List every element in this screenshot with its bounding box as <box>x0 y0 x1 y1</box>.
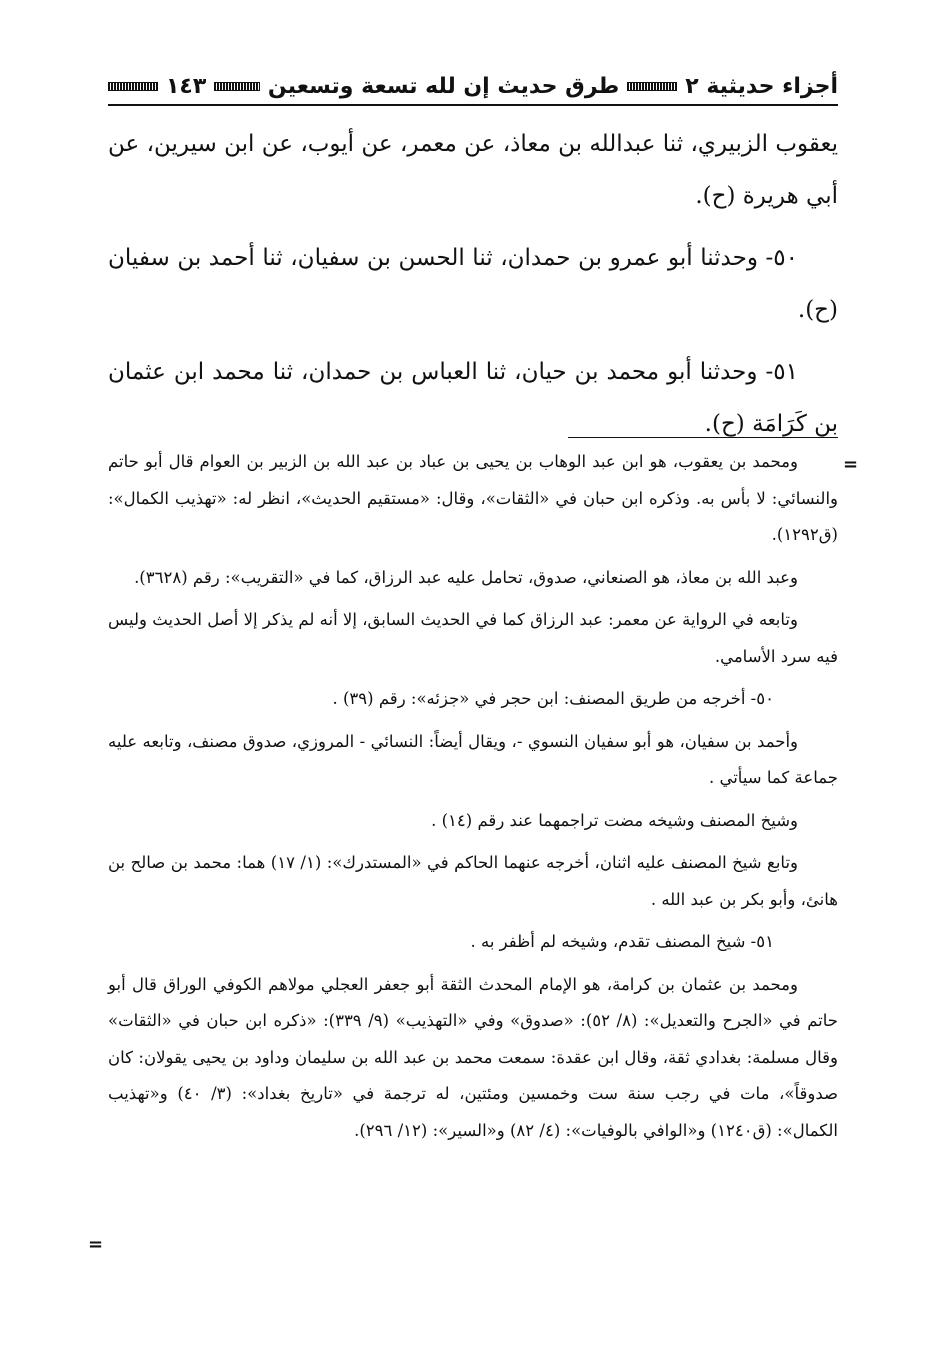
book-title: طرق حديث إن لله تسعة وتسعين <box>267 73 620 99</box>
main-text <box>108 118 838 460</box>
continuation-mark: = <box>843 454 859 475</box>
footnote-paragraph: ومحمد بن يعقوب، هو ابن عبد الوهاب بن يحيى بن عباد بن عبد الله بن الزبير بن العوام قال أبو حاتم والنسائي: لا بأس به. وذكره ابن حبان في «الثقات»، وقال: «مستقيم الحديث»، انظر له: «تهذيب الكمال»: (ق١٢٩٢). <box>108 452 838 544</box>
footnote-paragraph: ومحمد بن عثمان بن كرامة، هو الإمام المحدث الثقة أبو جعفر العجلي مولاهم الكوفي الوراق قال أبو حاتم في «الجرح والتعديل»: (٨/ ٥٢): «صدوق» وفي «التهذيب» (٩/ ٣٣٩): «ذكره ابن حبان في «الثقات» وقال مسلمة: بغدادي ثقة، وقال ابن عقدة: سمعت محمد بن عبد الله بن سليمان وداود بن يحيى يقولان: كان صدوقاً»، مات في رجب سنة ست وخمسين ومئتين، له ترجمة في «تاريخ بغداد»: (٣/ ٤٠) و«تهذيب الكمال»: (ق١٢٤٠) و«الوافي بالوفيات»: (٤/ ٨٢) و«السير»: (١٢/ ٢٩٦). <box>108 974 839 1140</box>
header-rule <box>214 82 260 91</box>
header-underline <box>108 104 838 106</box>
footnote-paragraph: وتابعه في الرواية عن معمر: عبد الرزاق كما في الحديث السابق، إلا أنه لم يذكر إلا أصل الحديث وليس فيه سرد الأسامي. <box>108 610 838 666</box>
page-number: ١٤٣ <box>166 73 207 99</box>
header-rule <box>627 82 677 91</box>
footnote-paragraph: ٥٠- أخرجه من طريق المصنف: ابن حجر في «جزئه»: رقم (٣٩) . <box>332 689 774 708</box>
footnotes <box>108 444 838 1155</box>
main-paragraph: ٥١- وحدثنا أبو محمد بن حيان، ثنا العباس بن حمدان، ثنا محمد ابن عثمان بن كَرَامَة (ح). <box>108 359 838 437</box>
footnote-paragraph: وشيخ المصنف وشيخه مضت تراجمهما عند رقم (١٤) . <box>431 810 798 830</box>
main-paragraph: ٥٠- وحدثنا أبو عمرو بن حمدان، ثنا الحسن بن سفيان، ثنا أحمد بن سفيان (ح). <box>108 245 838 323</box>
series-title: أجزاء حديثية ٢ <box>685 73 838 99</box>
footnote-separator <box>568 437 838 438</box>
header-rule <box>108 82 158 91</box>
footnote-paragraph: ٥١- شيخ المصنف تقدم، وشيخه لم أظفر به . <box>470 932 774 951</box>
footnote-paragraph: وتابع شيخ المصنف عليه اثنان، أخرجه عنهما الحاكم في «المستدرك»: (١/ ١٧) هما: محمد بن صالح بن هانئ، وأبو بكر بن عبد الله . <box>108 853 838 909</box>
main-paragraph: يعقوب الزبيري، ثنا عبدالله بن معاذ، عن معمر، عن أيوب، عن ابن سيرين، عن أبي هريرة (ح). <box>108 131 838 209</box>
footnote-paragraph: وأحمد بن سفيان، هو أبو سفيان النسوي -، ويقال أيضاً: النسائي - المروزي، صدوق مصنف، وتابعه عليه جماعة كما سيأتي . <box>108 731 838 787</box>
running-header <box>108 66 838 106</box>
footnote-paragraph: وعبد الله بن معاذ، هو الصنعاني، صدوق، تحامل عليه عبد الرزاق، كما في «التقريب»: رقم (٣٦٢٨). <box>134 567 798 587</box>
continuation-mark: = <box>88 1234 104 1255</box>
